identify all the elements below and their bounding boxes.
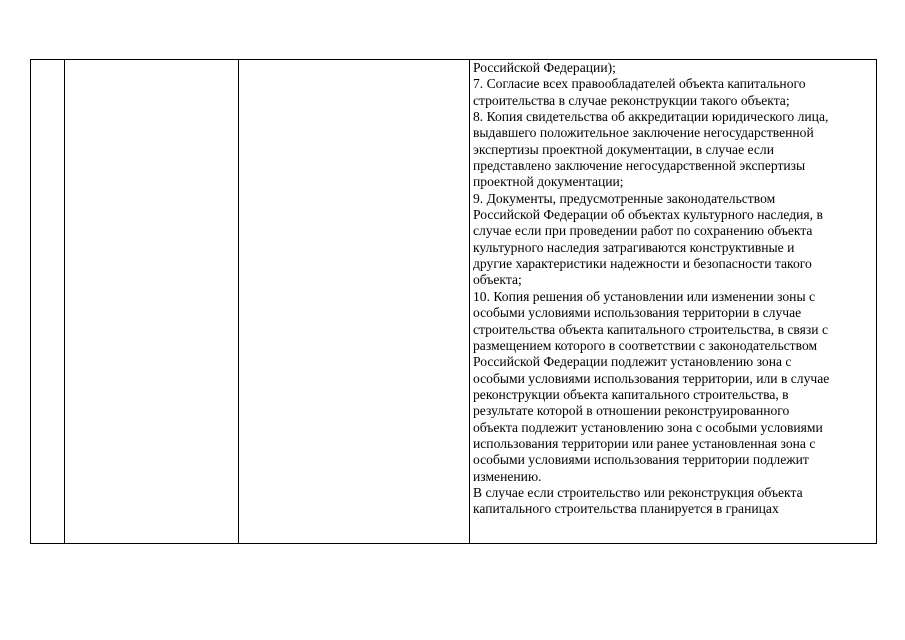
text-line: размещением которого в соответствии с законодательством	[473, 337, 818, 353]
text-line: выдавшего положительное заключение негосударственной	[473, 125, 814, 141]
text-line: особыми условиями использования территории, или в случае	[473, 370, 830, 386]
text-line: объекта подлежит установлению зона с особыми условиями	[473, 419, 823, 435]
text-line: Российской Федерации подлежит установлению зона с	[473, 354, 792, 370]
text-line: экспертизы проектной документации, в случае если	[473, 141, 774, 157]
text-line: Российской Федерации);	[473, 60, 616, 75]
text-line: проектной документации;	[473, 174, 624, 190]
text-line: 10. Копия решения об установлении или изменении зоны с	[473, 288, 816, 304]
text-line: представлено заключение негосударственной экспертизы	[473, 158, 806, 174]
table-row	[31, 60, 877, 544]
table-cell-service	[65, 60, 239, 544]
text-line: особыми условиями использования территории в случае	[473, 305, 802, 321]
text-line: реконструкции объекта капитального строительства, в	[473, 386, 789, 402]
text-line: результате которой в отношении реконструированного	[473, 403, 790, 419]
text-line: В случае если строительство или реконструкция объекта	[473, 484, 803, 500]
text-line: Российской Федерации об объектах культурного наследия, в	[473, 207, 823, 223]
text-line: особыми условиями использования территории подлежит	[473, 452, 809, 468]
documents-text	[470, 60, 876, 518]
text-line: культурного наследия затрагиваются конструктивные и	[473, 239, 795, 255]
table-cell-description	[239, 60, 470, 544]
text-line: изменению.	[473, 468, 542, 484]
text-line: другие характеристики надежности и безопасности такого	[473, 256, 812, 272]
text-line: объекта;	[473, 272, 522, 288]
text-line: 7. Согласие всех правообладателей объекта капитального	[473, 76, 806, 92]
text-line: 9. Документы, предусмотренные законодательством	[473, 190, 776, 206]
table-cell-documents	[470, 60, 877, 544]
text-line: случае если при проведении работ по сохранению объекта	[473, 223, 813, 239]
text-line: использования территории или ранее установленная зона с	[473, 435, 816, 451]
document-table	[30, 59, 877, 544]
text-line: 8. Копия свидетельства об аккредитации юридического лица,	[473, 109, 829, 125]
table-cell-number	[31, 60, 65, 544]
text-line: капитального строительства планируется в границах	[473, 501, 779, 517]
text-line: строительства в случае реконструкции такого объекта;	[473, 92, 790, 108]
text-line: строительства объекта капитального строительства, в связи с	[473, 321, 828, 337]
